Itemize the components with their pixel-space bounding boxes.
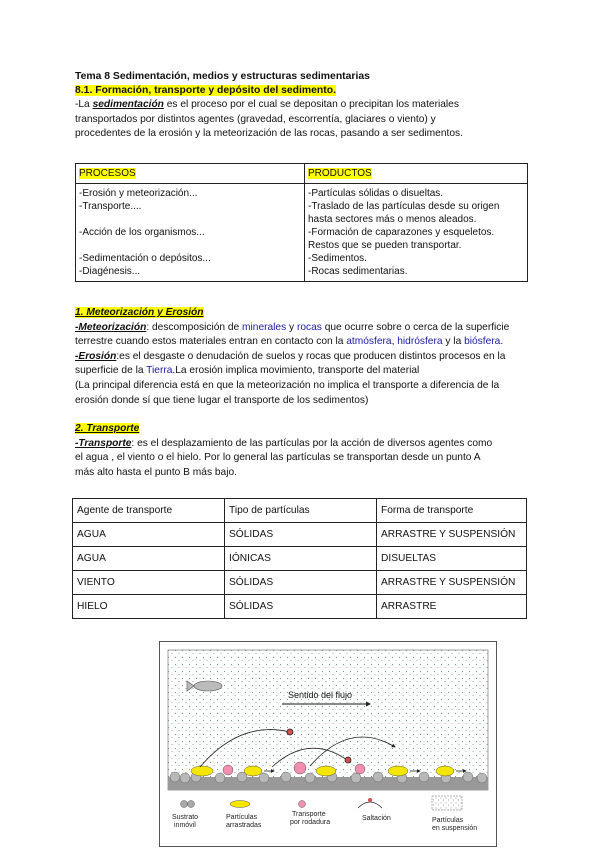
document-body xyxy=(75,70,530,141)
svg-text:Sustrato: Sustrato xyxy=(172,814,199,821)
table-row: VIENTO SÓLIDAS ARRASTRE Y SUSPENSIÓN xyxy=(73,571,527,595)
table-row: AGUA SÓLIDAS ARRASTRE Y SUSPENSIÓN xyxy=(73,523,527,547)
svg-text:Partículas: Partículas xyxy=(226,814,258,821)
link-rocas[interactable]: rocas xyxy=(296,321,322,333)
link-minerales[interactable]: minerales xyxy=(242,321,287,333)
note-line: (La principal diferencia está en que la meteorización no implica el transporte a diferencia de la xyxy=(75,379,500,391)
transport-table xyxy=(72,498,527,619)
flow-label: Sentido del flujo xyxy=(288,690,353,700)
section-transporte: 2. Transporte -Transporte: es el desplazamiento de las partículas por la acción de diversos agentes como el agua , el viento o el hielo. Por lo general las partículas se transportan desde un punto A más alto hasta el punto B más bajo. xyxy=(75,422,530,480)
header-procesos: PROCESOS xyxy=(79,168,136,179)
svg-text:inmóvil: inmóvil xyxy=(174,822,196,829)
term-erosion: -Erosión xyxy=(75,350,117,362)
table-header-row: Agente de transporte Tipo de partículas Forma de transporte xyxy=(73,499,527,523)
intro-paragraph: -La sedimentación es el proceso por el cual se depositan o precipitan los materiales xyxy=(75,99,459,111)
link-hidrosfera[interactable]: hidrósfera xyxy=(397,336,443,348)
term-meteorizacion: -Meteorización xyxy=(75,321,147,333)
term-transporte: -Transporte xyxy=(75,437,132,449)
process-list: -Erosión y meteorización... -Transporte.... -Acción de los organismos... -Sedimentación o depósitos... -Diagénesis... xyxy=(76,184,305,282)
svg-text:Saltación: Saltación xyxy=(362,815,391,822)
sediment-transport-figure xyxy=(159,641,497,847)
intro-line: transportados por distintos agentes (gravedad, escorrentía, glaciares o viento) y xyxy=(75,113,436,125)
header-productos: PRODUCTOS xyxy=(308,168,372,179)
link-biosfera[interactable]: biósfera xyxy=(464,336,501,348)
process-table xyxy=(75,163,528,282)
intro-line: procedentes de la erosión y la meteorización de las rocas, pasando a ser sedimentos. xyxy=(75,127,463,139)
link-tierra[interactable]: Tierra xyxy=(146,365,173,377)
page-title: Tema 8 Sedimentación, medios y estructuras sedimentarias xyxy=(75,71,370,82)
table-row: HIELO SÓLIDAS ARRASTRE xyxy=(73,595,527,619)
svg-text:Partículas: Partículas xyxy=(432,817,464,824)
transport-line: más alto hasta el punto B más bajo. xyxy=(75,466,237,478)
section-meteorizacion: 1. Meteorización y Erosión -Meteorización: descomposición de minerales y rocas que ocurre sobre o cerca de la superficie terrestre cuando estos materiales entran en contacto con la atmósfera, hidrósfera y la biósfera. -Erosión:es el desgaste o denudación de suelos y rocas que producen distintos procesos en la superficie de la Tierra.La erosión implica movimiento, transporte del material (La principal diferencia está en que la meteorización no implica el transporte a diferencia de la erosión donde sí que tiene lugar el transporte de los sedimentos) xyxy=(75,306,530,408)
section-subtitle: 8.1. Formación, transporte y depósito del sedimento. xyxy=(75,85,336,97)
svg-text:Transporte: Transporte xyxy=(292,811,326,818)
legend xyxy=(172,796,477,832)
note-line: erosión donde sí que tiene lugar el transporte de los sedimentos) xyxy=(75,394,369,406)
svg-text:arrastradas: arrastradas xyxy=(226,822,262,829)
svg-text:por rodadura: por rodadura xyxy=(290,819,331,826)
product-list: -Partículas sólidas o disueltas. -Traslado de las partículas desde su origen hasta sectores más o menos aleados. -Formación de caparazones y esqueletos. Restos que se pueden transportar. -Sedimentos. -Rocas sedimentarias. xyxy=(305,184,528,282)
table-row: AGUA IÓNICAS DISUELTAS xyxy=(73,547,527,571)
transport-line: el agua , el viento o el hielo. Por lo general las partículas se transportan desde un punto A xyxy=(75,452,481,464)
svg-text:en suspensión: en suspensión xyxy=(432,825,478,832)
section-heading: 2. Transporte xyxy=(75,423,140,434)
term-sedimentacion: sedimentación xyxy=(92,99,164,111)
section-heading: 1. Meteorización y Erosión xyxy=(75,307,204,318)
link-atmosfera[interactable]: atmósfera xyxy=(346,336,392,348)
